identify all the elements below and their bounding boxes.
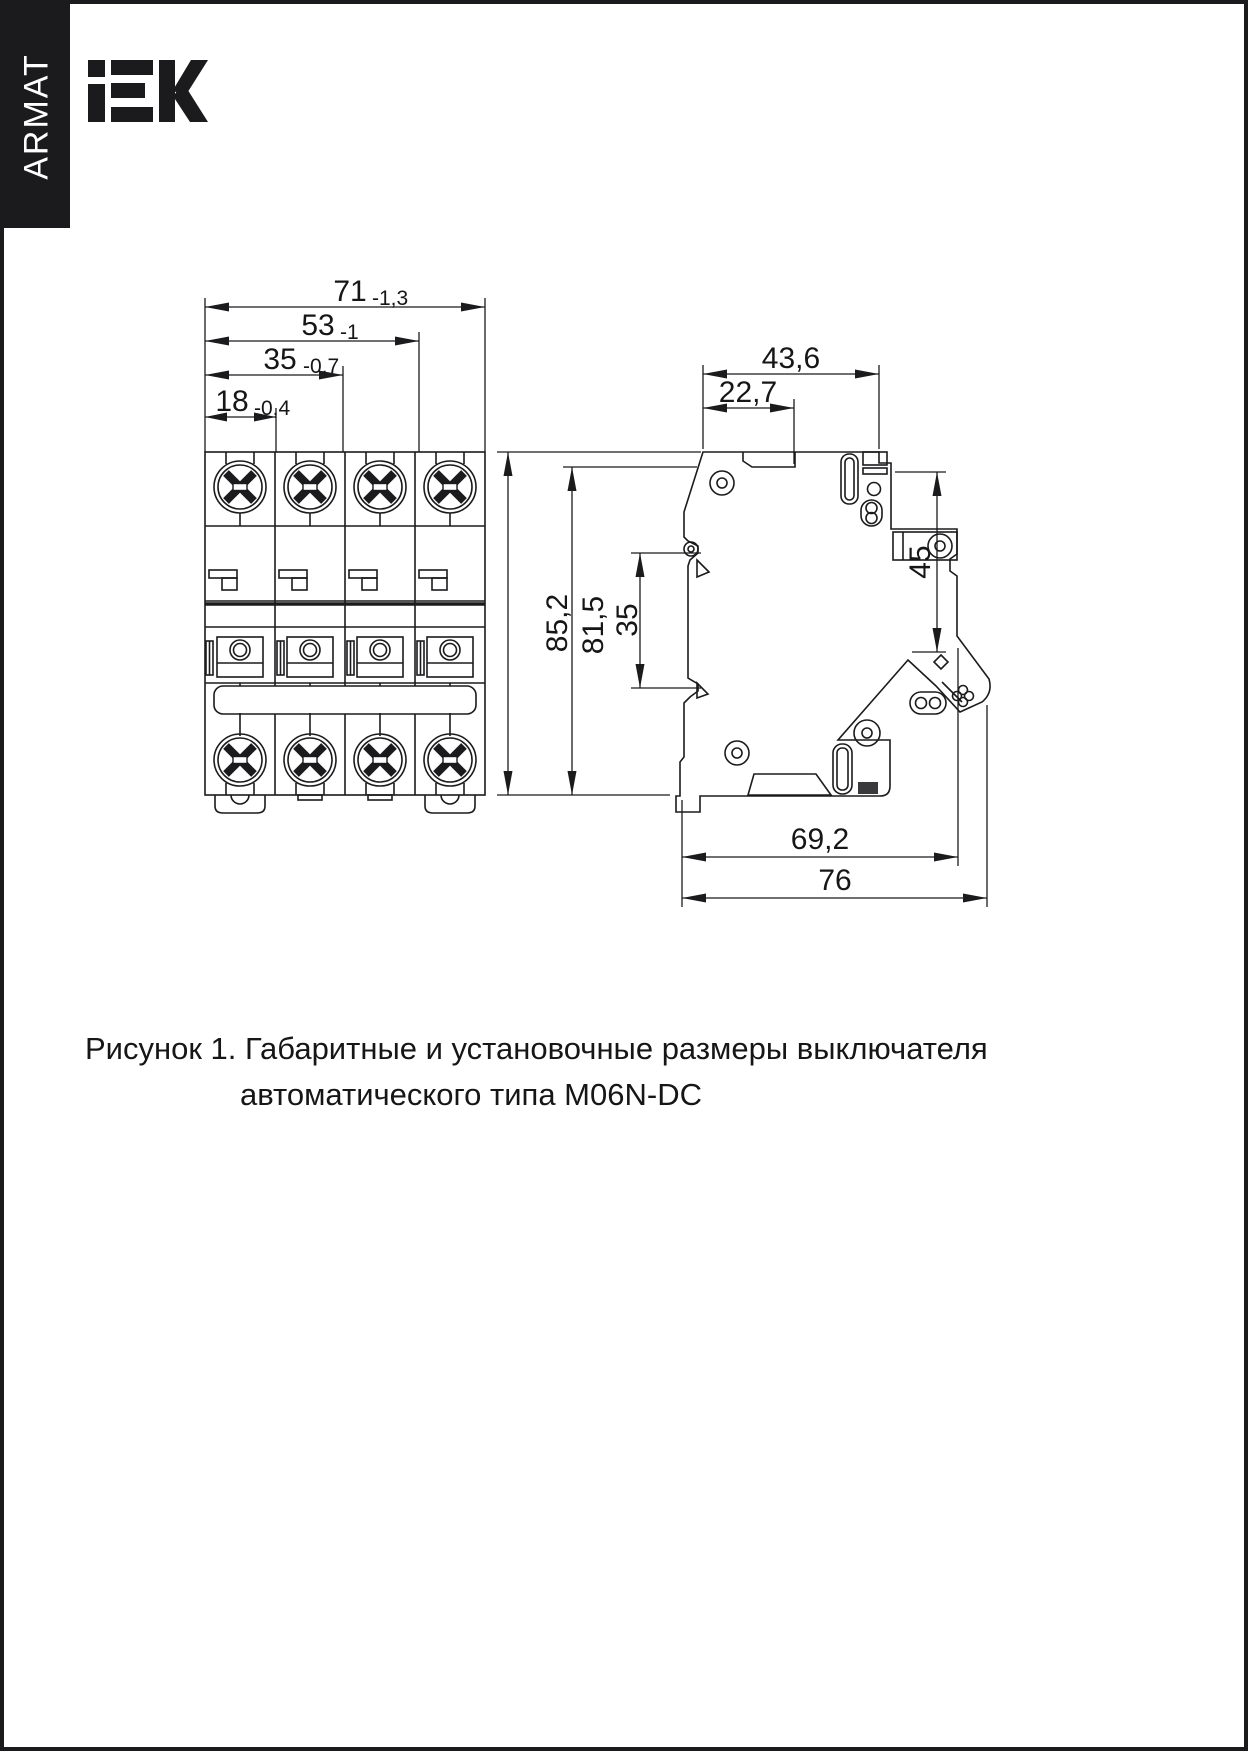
dim-label-22-7: 22,7 [718, 376, 778, 409]
front-pole-flags [209, 570, 447, 590]
dimension-labels [215, 275, 937, 897]
figure-caption-line2: автоматического типа М06N-DC [240, 1077, 702, 1112]
dim-label-76: 76 [818, 864, 852, 897]
dim-label-35: 35 [263, 343, 297, 376]
dim-label-69-2: 69,2 [790, 823, 850, 856]
front-bottom-tabs [215, 795, 475, 813]
dim-tolerance-35: -0,7 [303, 355, 340, 378]
dim-label-81-5: 81,5 [577, 595, 610, 655]
brand-sidebar-label: ARMAT [17, 52, 56, 180]
dim-label-45: 45 [904, 545, 937, 579]
dim-tolerance-53: -1 [340, 321, 359, 344]
dim-tolerance-18: -0,4 [254, 397, 291, 420]
front-label-windows [206, 637, 473, 677]
side-view [676, 452, 990, 812]
dim-label-35-rail: 35 [611, 603, 644, 637]
dim-label-18: 18 [215, 385, 249, 418]
figure-caption-line1: Рисунок 1. Габаритные и установочные размеры выключателя [85, 1031, 988, 1066]
front-view [205, 452, 485, 813]
dim-label-53: 53 [301, 309, 335, 342]
dim-label-85-2: 85,2 [541, 593, 574, 653]
front-toggle-bar [214, 683, 476, 714]
dim-tolerance-71: -1,3 [372, 287, 409, 310]
dim-label-43-6: 43,6 [761, 342, 821, 375]
dim-label-71: 71 [333, 275, 367, 308]
